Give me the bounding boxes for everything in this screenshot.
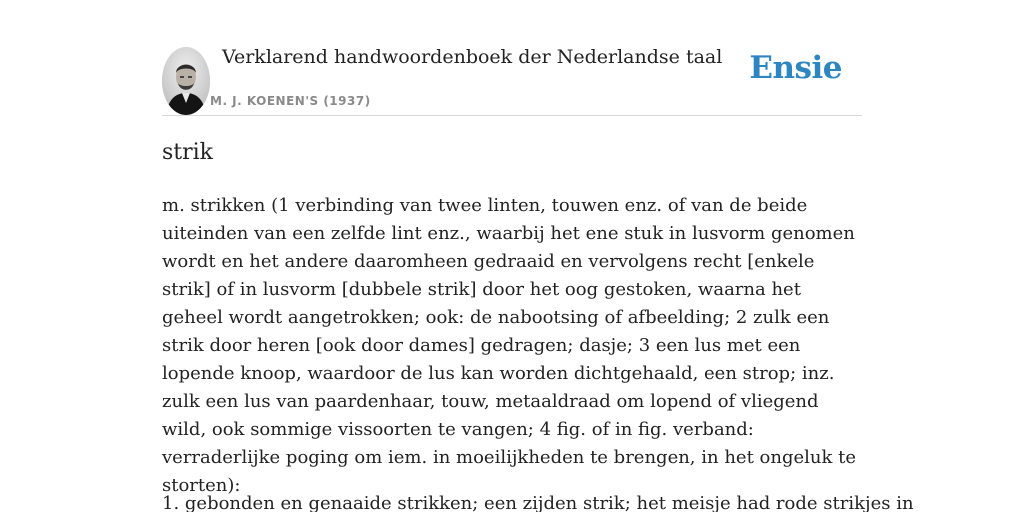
book-author: M. J. KOENEN'S (1937) — [210, 94, 371, 108]
book-title: Verklarend handwoordenboek der Nederlandse taal — [222, 46, 723, 68]
entry-definition: m. strikken (1 verbinding van twee linten, touwen enz. of van de beide uiteinden van een zelfde lint enz., waarbij het ene stuk in lusvorm genomen wordt en het andere daaromheen gedraaid en vervolgens recht [enkele strik] of in lusvorm [dubbele strik] door het oog gestoken, waarna het geheel wordt aangetrokken; ook: de nabootsing of afbeelding; 2 zulk een strik door heren [ook door dames] gedragen; dasje; 3 een lus met een lopende knoop, waardoor de lus kan worden dichtgehaald, een strop; inz. zulk een lus van paardenhaar, touw, metaaldraad om lopend of vliegend wild, ook sommige vissoorten te vangen; 4 fig. of in fig. verband: verraderlijke poging om iem. in moeilijkheden te brengen, in het ongeluk te storten): — [162, 195, 856, 496]
page — [162, 0, 914, 512]
entry-example: 1. gebonden en genaaide strikken; een zijden strik; het meisje had rode strikjes in — [162, 493, 914, 512]
entry-headword: strik — [162, 140, 214, 165]
brand-logo-link[interactable]: Ensie — [749, 50, 842, 86]
header — [162, 0, 862, 116]
author-portrait-icon — [162, 47, 210, 115]
